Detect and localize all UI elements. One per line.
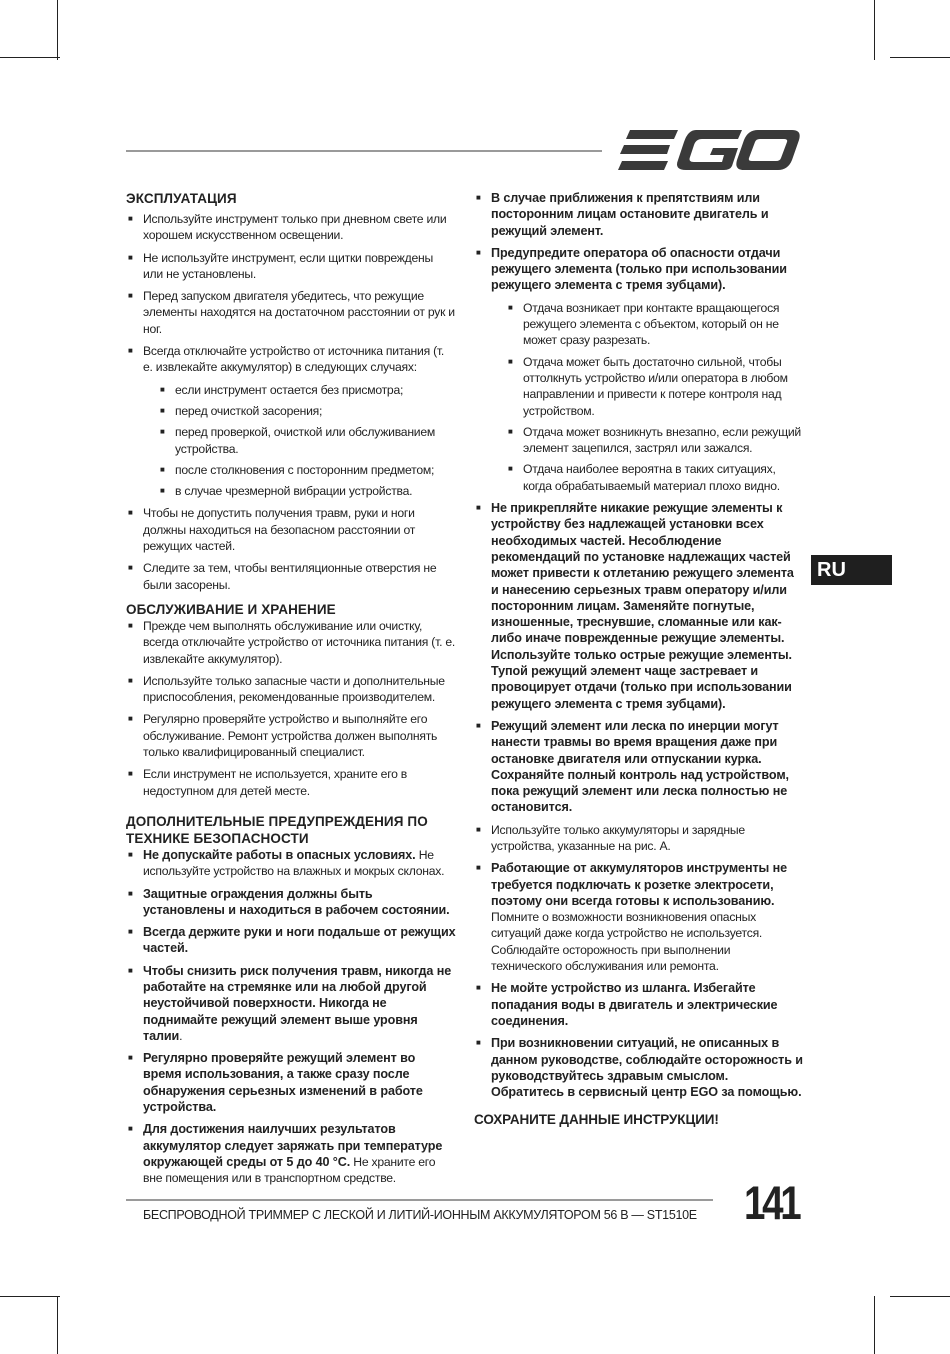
- crop-mark: [874, 0, 875, 60]
- section-title-extra-warnings: ДОПОЛНИТЕЛЬНЫЕ ПРЕДУПРЕЖДЕНИЯ ПО ТЕХНИКЕ БЕЗОПАСНОСТИ: [126, 813, 428, 846]
- list-item: ■ При возникновении ситуаций, не описанных в данном руководстве, соблюдайте осторожность и руководствуйтесь здравым смыслом. Обратитесь в сервисный центр EGO за помощью.: [474, 1035, 804, 1100]
- section-title-maintenance: ОБСЛУЖИВАНИЕ И ХРАНЕНИЕ: [126, 601, 336, 617]
- list-item: ■ Не прикрепляйте никакие режущие элементы к устройству без надлежащей установки всех необходимых частей. Несоблюдение рекомендаций по установке надлежащих частей может привести к отлетанию режущего элемента и нанесению серьезных травм оператору и/или посторонним лицам. Заменяйте погнутые, изношенные, треснувшие, сломанные или как-либо иначе поврежденные режущие элементы. Используйте только острые режущие элементы. Тупой режущий элемент чаще застревает и провоцирует отдачи (только при использовании режущего элемента с тремя зубцами).: [474, 500, 804, 712]
- save-instructions-heading: СОХРАНИТЕ ДАННЫЕ ИНСТРУКЦИИ!: [474, 1112, 719, 1128]
- list-item: ■ Чтобы не допустить получения травм, руки и ноги должны находиться на безопасном расстоянии от режущих частей.: [126, 505, 456, 554]
- footer-title: БЕСПРОВОДНОЙ ТРИММЕР С ЛЕСКОЙ И ЛИТИЙ-ИОННЫМ АККУМУЛЯТОРОМ 56 В — ST1510E: [143, 1208, 697, 1222]
- list-item: ■ Всегда держите руки и ноги подальше от режущих частей.: [126, 924, 456, 957]
- kickback-list: [506, 300, 804, 494]
- sub-list-item: ■ перед очисткой засорения;: [158, 403, 456, 419]
- crop-mark: [57, 0, 58, 60]
- list-item: ■ Защитные ограждения должны быть установлены и находиться в рабочем состоянии.: [126, 886, 456, 919]
- list-item-text: Всегда отключайте устройство от источника питания (т. е. извлекайте аккумулятор) в следующих случаях:: [143, 344, 445, 375]
- list-item: ■ Используйте только запасные части и дополнительные приспособления, рекомендованные производителем.: [126, 673, 456, 706]
- sub-list-item: ■ после столкновения с посторонним предметом;: [158, 462, 456, 478]
- bold-text: Для достижения наилучших результатов аккумулятор следует заряжать при температуре окружающей среды от 5 до 40 °C.: [143, 1122, 443, 1169]
- sub-list-item: ■ перед проверкой, очисткой или обслуживанием устройства.: [158, 424, 456, 457]
- list-item: ■ Не мойте устройство из шланга. Избегайте попадания воды в двигатель и электрические соединения.: [474, 980, 804, 1029]
- list-item: ■ Регулярно проверяйте режущий элемент во время использования, а также сразу после обнаружения серьезных изменений в работе устройства.: [126, 1050, 456, 1115]
- operation-list: [126, 211, 456, 593]
- crop-mark: [890, 1296, 950, 1297]
- list-item: ■ Прежде чем выполнять обслуживание или очистку, всегда отключайте устройство от источника питания (т. е. извлекайте аккумулятор).: [126, 618, 456, 667]
- list-item: ■ Не используйте инструмент, если щитки повреждены или не установлены.: [126, 250, 456, 283]
- sub-list-item: ■ Отдача может возникнуть внезапно, если режущий элемент зацепился, застрял или зажался.: [506, 424, 804, 457]
- list-item: [126, 963, 456, 1044]
- list-item: ■ Если инструмент не используется, храните его в недоступном для детей месте.: [126, 766, 456, 799]
- right-column: [474, 190, 804, 1127]
- page-number: 141: [744, 1176, 799, 1229]
- regular-text: .: [179, 1028, 183, 1043]
- crop-mark: [0, 1296, 60, 1297]
- ego-logo: [618, 128, 800, 172]
- extra-warnings-list: [126, 847, 456, 1187]
- right-list: [474, 190, 804, 1100]
- list-item: [126, 343, 456, 499]
- list-item: ■ Следите за тем, чтобы вентиляционные отверстия не были засорены.: [126, 560, 456, 593]
- sub-list-item: ■ в случае чрезмерной вибрации устройства.: [158, 483, 456, 499]
- sub-list-item: ■ Отдача наиболее вероятна в таких ситуациях, когда обрабатываемый материал плохо видно.: [506, 461, 804, 494]
- list-item-text: Предупредите оператора об опасности отдачи режущего элемента (только при использовании режущего элемента с тремя зубцами).: [491, 245, 787, 293]
- sub-list-item: ■ Отдача может быть достаточно сильной, чтобы оттолкнуть устройство и/или оператора в любом направлении и привести к потере контроля над устройством.: [506, 354, 804, 419]
- bold-text: Чтобы снизить риск получения травм, никогда не работайте на стремянке или на любой другой неустойчивой поверхности. Никогда не поднимайте режущий элемент выше уровня талии: [143, 963, 452, 1043]
- sub-list-item: ■ если инструмент остается без присмотра;: [158, 382, 456, 398]
- regular-text: Помните о возможности возникновения опасных ситуаций даже когда устройство не используется. Соблюдайте осторожность при выполнении технического обслуживания или ремонта.: [491, 910, 763, 974]
- list-item: [126, 847, 456, 880]
- list-item: [474, 860, 804, 974]
- list-item: ■ Регулярно проверяйте устройство и выполняйте его обслуживание. Ремонт устройства должен выполнять только квалифицированный специалист.: [126, 711, 456, 760]
- maintenance-list: [126, 618, 456, 799]
- regular-text: Не используйте устройство на влажных и мокрых склонах.: [143, 847, 445, 879]
- section-title-operation: ЭКСПЛУАТАЦИЯ: [126, 191, 237, 206]
- crop-mark: [874, 1296, 875, 1354]
- regular-text: Не храните его вне помещения или в транспортном средстве.: [143, 1154, 436, 1186]
- list-item: [474, 245, 804, 494]
- list-item: [126, 1121, 456, 1186]
- list-item: ■ Режущий элемент или леска по инерции могут нанести травмы во время вращения даже при остановке двигателя или отпускании курка. Сохраняйте полный контроль над устройством, пока режущий элемент или леска полностью не остановится.: [474, 718, 804, 816]
- crop-mark: [890, 57, 950, 58]
- list-item: ■ Используйте инструмент только при дневном свете или хорошем искусственном освещении.: [126, 211, 456, 244]
- list-item: ■ Используйте только аккумуляторы и зарядные устройства, указанные на рис. A.: [474, 822, 804, 855]
- crop-mark: [57, 1296, 58, 1354]
- footer-rule: [126, 1199, 713, 1201]
- sub-list-item: ■ Отдача возникает при контакте вращающегося режущего элемента с объектом, который он не может сразу разрезать.: [506, 300, 804, 349]
- list-item: ■ Перед запуском двигателя убедитесь, что режущие элементы находятся на достаточном расстоянии от рук и ног.: [126, 288, 456, 337]
- header-rule: [126, 150, 602, 152]
- bold-text: Работающие от аккумуляторов инструменты не требуется подключать к розетке электросети, поэтому они всегда готовы к использованию.: [491, 861, 787, 908]
- left-column: [126, 190, 456, 1193]
- crop-mark: [0, 57, 60, 58]
- language-tab: RU: [811, 555, 892, 585]
- bold-text: Не допускайте работы в опасных условиях.: [143, 847, 416, 862]
- list-item: ■ В случае приближения к препятствиям или посторонним лицам остановите двигатель и режущий элемент.: [474, 190, 804, 239]
- disconnect-cases-list: [158, 382, 456, 500]
